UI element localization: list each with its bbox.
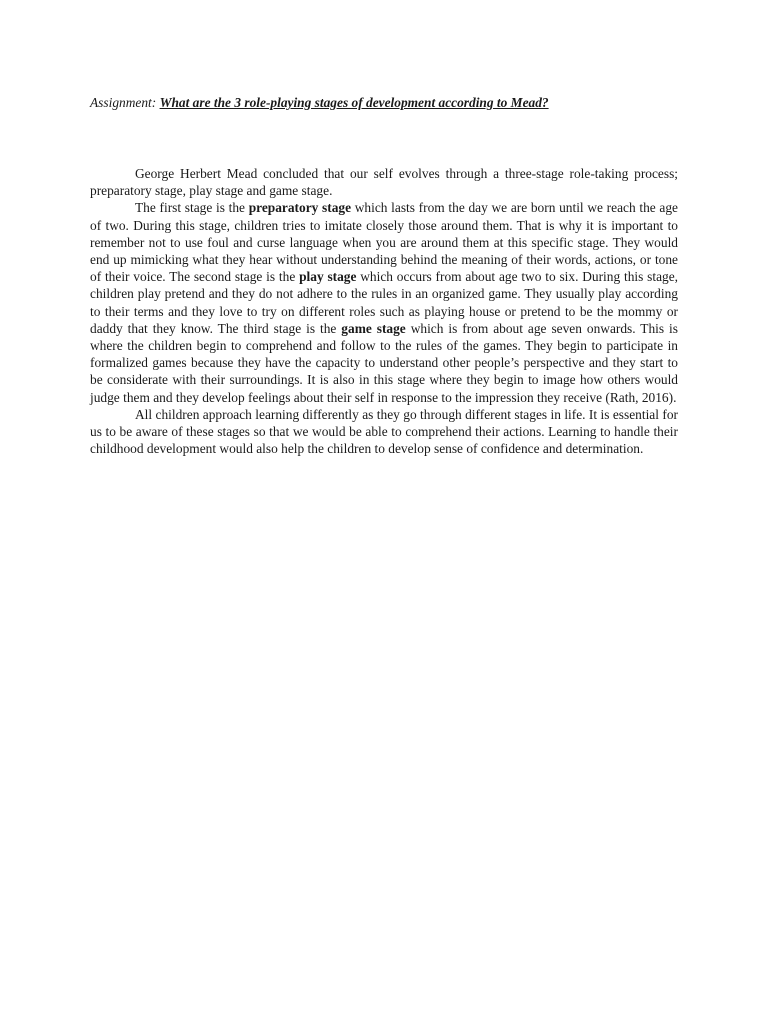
- paragraph-intro: George Herbert Mead concluded that our self evolves through a three-stage role-taking process; preparatory stage, play stage and game stage.: [90, 166, 678, 199]
- paragraph-conclusion: All children approach learning differently as they go through different stages in life. It is essential for us to be aware of these stages so that we would be able to comprehend their actions. Learning to handle their childhood development would also help the children to develop sense of confidence and determination.: [90, 406, 678, 457]
- assignment-label: Assignment:: [90, 95, 157, 110]
- text-segment: which lasts from the day we are born until we reach the age of two. During this stage, children tries to imitate closely those around them. That is why it is important to remember not to use foul and curse language when you are around them at this specific stage. They would end up mimicking what they hear without understanding behind the meaning of their words, actions, or tone of their voice. The second stage is the: [90, 200, 678, 285]
- text-segment: The first stage is the: [135, 200, 249, 216]
- paragraph-stages: [90, 199, 678, 405]
- assignment-heading: [90, 94, 690, 112]
- text-segment: which occurs from about age two to six. During this stage, children play pretend and they do not adhere to the rules in an organized game. They usually play according to their terms and they love to try on different roles such as playing house or pretend to be the mommy or daddy that they know. The third stage is the: [90, 269, 678, 336]
- document-body: [90, 165, 678, 457]
- text-segment: which is from about age seven onwards. This is where the children begin to comprehend and follow to the rules of the games. They begin to participate in formalized games because they have the capacity to understand other people’s perspective and they start to be considerate with their surroundings. It is also in this stage where they begin to image how others would judge them and they develop feelings about their self in response to the impression they receive (Rath, 2016).: [90, 320, 678, 405]
- term-preparatory-stage: preparatory stage: [248, 200, 352, 216]
- term-game-stage: game stage: [341, 320, 406, 336]
- term-play-stage: play stage: [299, 269, 357, 285]
- assignment-question: What are the 3 role-playing stages of development according to Mead?: [159, 95, 549, 110]
